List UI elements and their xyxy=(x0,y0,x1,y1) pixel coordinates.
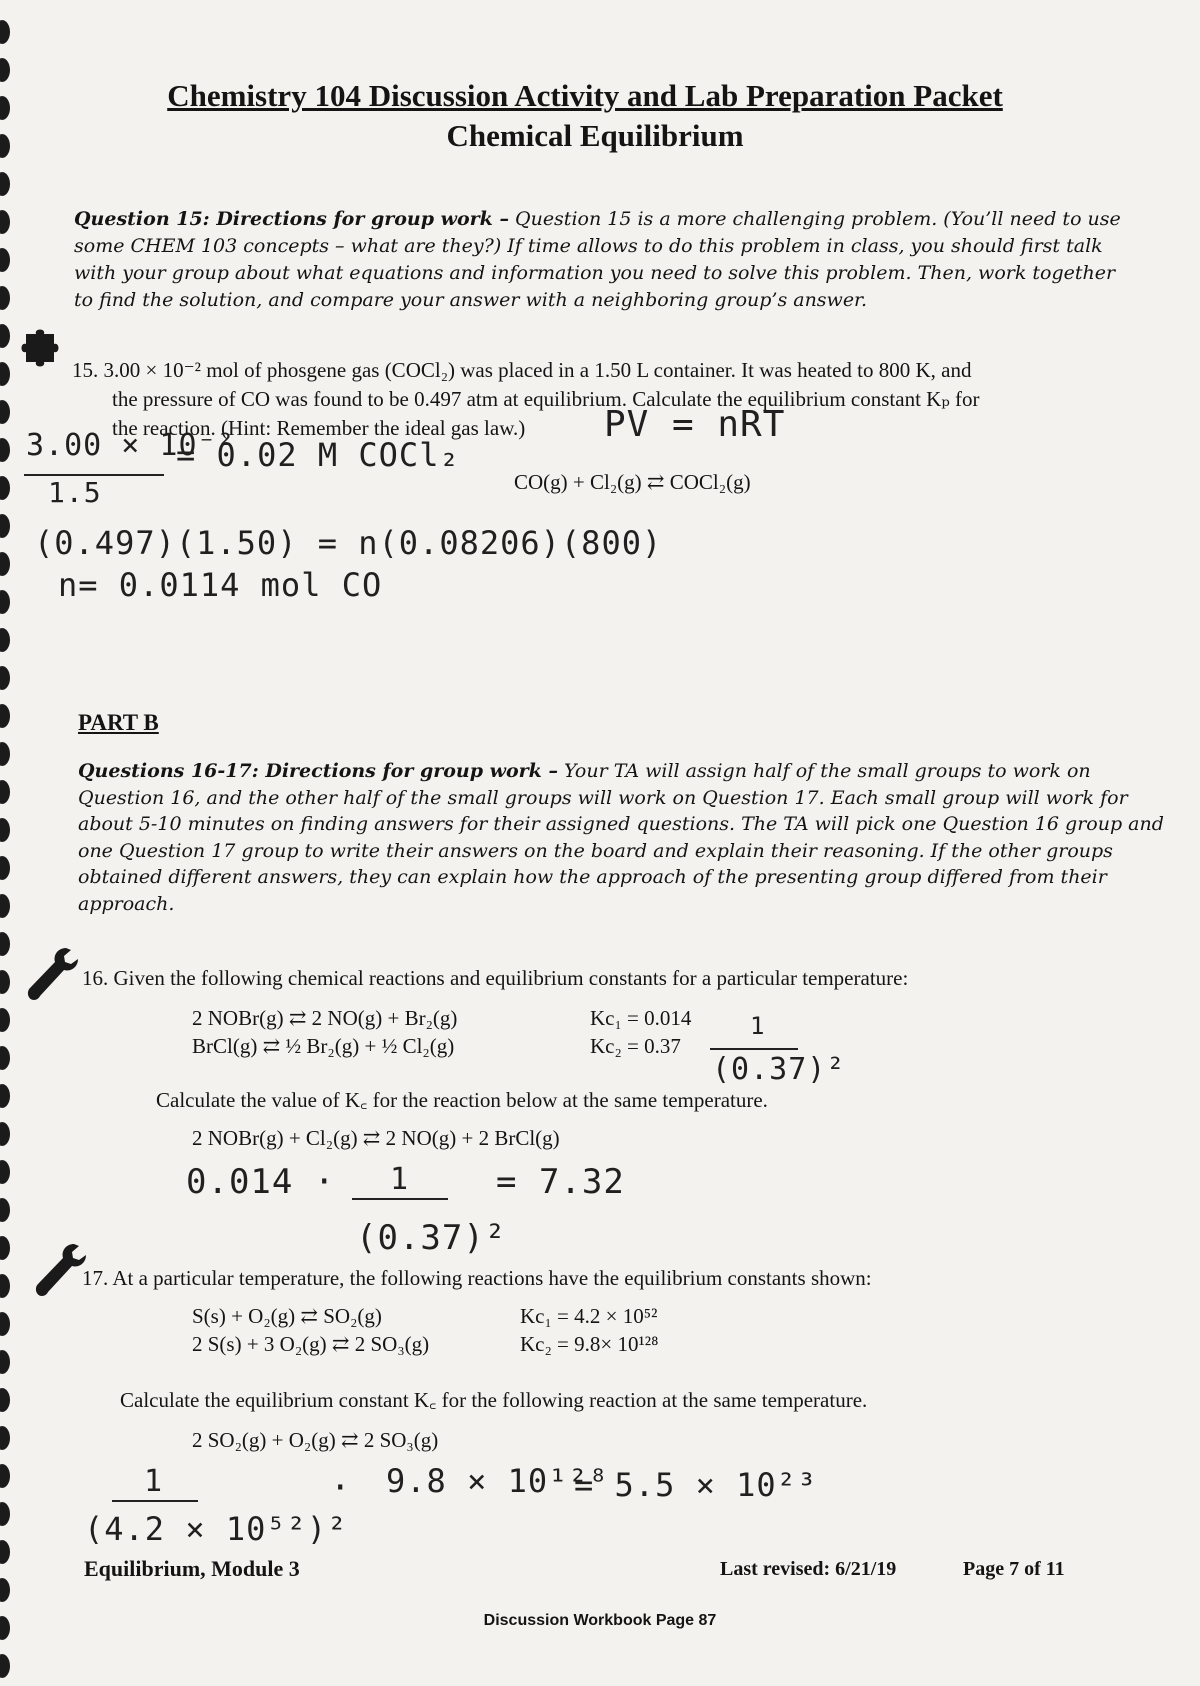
partb-directions: Questions 16-17: Directions for group work – Your TA will assign half of the small groups to work on Question 16, and the other half of the small groups will work on Question 17. Each small group will work for about 5-10 minutes on finding answers for their assigned questions. The TA will pick one Question 16 group and one Question 17 group to write their answers on the board and explain their reasoning. If the other groups obtained different answers, they can explain how the approach of the presenting group differed from their approach. xyxy=(78,760,1164,915)
q16-question: Calculate the value of K꜀ for the reaction below at the same temperature. xyxy=(156,1088,768,1112)
binding-hole xyxy=(0,1388,10,1412)
hand-numerator: 1 xyxy=(390,1162,410,1197)
binding-hole xyxy=(0,172,10,196)
binding-hole xyxy=(0,1502,10,1526)
binding-hole xyxy=(0,780,10,804)
binding-hole xyxy=(0,134,10,158)
binding-hole xyxy=(0,1084,10,1108)
hand-fraction-bar xyxy=(352,1198,448,1200)
q16-reaction-2: BrCl(g) ⇄ ½ Br₂(g) + ½ Cl₂(g) xyxy=(192,1034,455,1058)
q17-k1: Kc₁ = 4.2 × 10⁵² xyxy=(520,1304,658,1328)
footer-workbook-page: Discussion Workbook Page 87 xyxy=(483,1612,717,1629)
q17-stem: 17. At a particular temperature, the following reactions have the equilibrium constants shown: xyxy=(82,1266,872,1290)
binding-hole xyxy=(0,1046,10,1070)
binding-hole xyxy=(0,704,10,728)
hand-numerator: 1 xyxy=(144,1464,164,1499)
q15-text: 15. 3.00 × 10⁻² mol of phosgene gas (COCl₂) was placed in a 1.50 L container. It was heated to 800 K, and the pressure of CO was found to be 0.497 atm at equilibrium. Calculate the equilibrium constant Kₚ for the reaction. (Hint: Remember the ideal gas law.) xyxy=(72,358,980,440)
hand-ideal-gas-substitution: (0.497)(1.50) = n(0.08206)(800) xyxy=(34,524,663,562)
binding-hole xyxy=(0,514,10,538)
binding-hole xyxy=(0,1198,10,1222)
q17-k2: Kc₂ = 9.8× 10¹²⁸ xyxy=(520,1332,659,1356)
q16-stem: 16. Given the following chemical reactions and equilibrium constants for a particular temperature: xyxy=(82,966,909,990)
hand-kc1-value: 0.014 xyxy=(186,1162,294,1202)
hand-multiply-dot: · xyxy=(330,1468,352,1508)
binding-hole xyxy=(0,1464,10,1488)
footer-page-number: Page 7 of 11 xyxy=(963,1558,1065,1580)
binding-hole xyxy=(0,666,10,690)
binding-hole xyxy=(0,742,10,766)
binding-hole xyxy=(0,894,10,918)
binding-hole xyxy=(0,20,10,44)
binding-hole xyxy=(0,1616,10,1640)
q17-target-reaction: 2 SO₂(g) + O₂(g) ⇄ 2 SO₃(g) xyxy=(192,1428,439,1452)
binding-hole xyxy=(0,58,10,82)
binding-hole xyxy=(0,210,10,234)
hand-denominator: (0.37)² xyxy=(356,1218,507,1258)
q16-k2: Kc₂ = 0.37 xyxy=(590,1034,681,1058)
binding-hole xyxy=(0,1540,10,1564)
binding-hole xyxy=(0,1350,10,1374)
binding-hole xyxy=(0,324,10,348)
binding-hole xyxy=(0,1008,10,1032)
puzzle-icon xyxy=(20,326,72,370)
part-b-heading: PART B xyxy=(78,710,159,735)
hand-fraction-numerator: 3.00 × 10⁻² xyxy=(26,428,236,463)
q16-target-reaction: 2 NOBr(g) + Cl₂(g) ⇄ 2 NO(g) + 2 BrCl(g) xyxy=(192,1126,560,1150)
hand-fraction-bar xyxy=(112,1500,198,1502)
binding-hole xyxy=(0,1426,10,1450)
binding-hole xyxy=(0,1654,10,1678)
q15-directions-label: Question 15: Directions for group work – xyxy=(74,208,509,230)
binding-hole xyxy=(0,552,10,576)
q16-reaction-1: 2 NOBr(g) ⇄ 2 NO(g) + Br₂(g) xyxy=(192,1006,458,1030)
wrench-icon xyxy=(30,1240,90,1304)
hand-multiply-dot: · xyxy=(314,1162,336,1202)
wrench-icon xyxy=(22,944,82,1008)
binding-hole xyxy=(0,400,10,424)
footer-module: Equilibrium, Module 3 xyxy=(84,1556,300,1581)
hand-ideal-gas-formula: PV = nRT xyxy=(604,404,786,445)
binding-hole xyxy=(0,628,10,652)
binding-hole xyxy=(0,1160,10,1184)
hand-side-denominator: (0.37)² xyxy=(712,1052,846,1087)
hand-kc2-value: 9.8 × 10¹²⁸ xyxy=(386,1462,609,1500)
q17-reaction-2: 2 S(s) + 3 O₂(g) ⇄ 2 SO₃(g) xyxy=(192,1332,430,1356)
partb-directions-label: Questions 16-17: Directions for group work – xyxy=(78,760,558,782)
hand-q17-result: = 5.5 × 10²³ xyxy=(574,1466,818,1504)
hand-side-numerator: 1 xyxy=(750,1012,766,1040)
q15-reaction: CO(g) + Cl₂(g) ⇄ COCl₂(g) xyxy=(514,470,751,494)
hand-moles-result: n= 0.0114 mol CO xyxy=(58,566,383,604)
hand-fraction-denominator: 1.5 xyxy=(48,476,102,509)
binding-hole xyxy=(0,932,10,956)
spiral-binding xyxy=(0,20,18,1680)
page-subtitle: Chemical Equilibrium xyxy=(446,118,744,153)
binding-hole xyxy=(0,1312,10,1336)
binding-hole xyxy=(0,438,10,462)
hand-q16-result: = 7.32 xyxy=(496,1162,625,1202)
q17-question: Calculate the equilibrium constant K꜀ for the following reaction at the same temperature. xyxy=(120,1388,868,1412)
binding-hole xyxy=(0,1578,10,1602)
binding-hole xyxy=(0,970,10,994)
binding-hole xyxy=(0,248,10,272)
q17-reaction-1: S(s) + O₂(g) ⇄ SO₂(g) xyxy=(192,1304,382,1328)
page-title: Chemistry 104 Discussion Activity and Lab Preparation Packet xyxy=(167,78,1003,113)
binding-hole xyxy=(0,362,10,386)
binding-hole xyxy=(0,286,10,310)
binding-hole xyxy=(0,1236,10,1260)
binding-hole xyxy=(0,96,10,120)
hand-side-fraction-bar xyxy=(710,1048,798,1050)
hand-denominator: (4.2 × 10⁵²)² xyxy=(84,1510,348,1548)
hand-concentration-result: = 0.02 M COCl₂ xyxy=(176,436,460,474)
binding-hole xyxy=(0,818,10,842)
q16-k1: Kc₁ = 0.014 xyxy=(590,1006,692,1030)
binding-hole xyxy=(0,476,10,500)
binding-hole xyxy=(0,856,10,880)
binding-hole xyxy=(0,1122,10,1146)
binding-hole xyxy=(0,1274,10,1298)
footer-revised: Last revised: 6/21/19 xyxy=(720,1558,897,1580)
q15-directions: Question 15: Directions for group work – Question 15 is a more challenging problem. (You’ll need to use some CHEM 103 concepts – what are they?) If time allows to do this problem in class, you should first talk with your group about what equations and information you need to solve this problem. Then, work together to find the solution, and compare your answer with a neighboring group’s answer. xyxy=(74,208,1121,311)
binding-hole xyxy=(0,590,10,614)
